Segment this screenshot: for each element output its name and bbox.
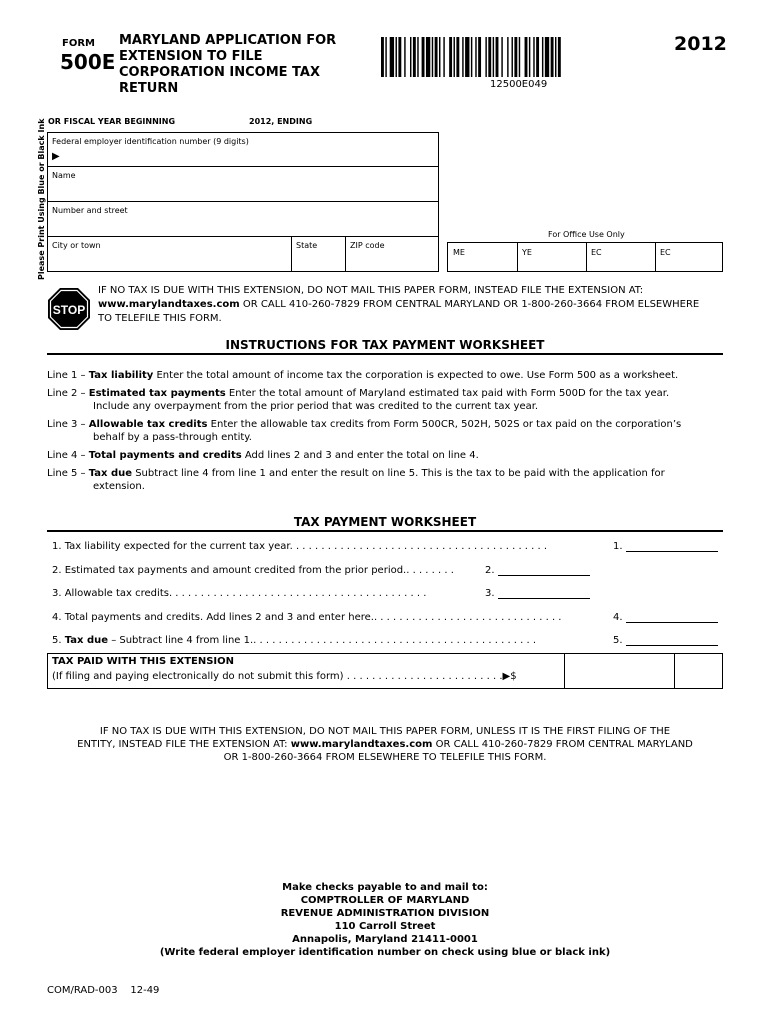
notice-text: ENTITY, INSTEAD FILE THE EXTENSION AT: [77, 739, 291, 750]
barcode-bar [507, 37, 508, 77]
line-continuation: behalf by a pass-through entity. [93, 432, 252, 443]
office-use-label: For Office Use Only [548, 230, 625, 239]
line-text: Enter the total amount of Maryland estimated tax paid with Form 500D for the tax year. [225, 388, 670, 399]
barcode-bar [501, 37, 502, 77]
form-code [47, 985, 159, 996]
state-label: State [296, 241, 318, 250]
worksheet-line-1-input[interactable] [626, 551, 718, 552]
stop-sign-label: STOP [52, 303, 86, 317]
barcode-bar [435, 37, 438, 77]
office-cell-ye: YE [522, 248, 532, 257]
line-term: Tax due [88, 468, 133, 479]
barcode-bar [443, 37, 444, 77]
worksheet-line-4-label: 4. Total payments and credits. Add lines 2 and 3 and enter here.. . . . . . . . . . . . . . . . . . . . . . . . . . . . . . [52, 612, 562, 623]
worksheet-line-1-label: 1. Tax liability expected for the current tax year. . . . . . . . . . . . . . . . . . . . . . . . . . . . . . . . . . . . . . . . . [52, 541, 548, 552]
barcode-bar [396, 37, 397, 77]
stop-notice-line: TO TELEFILE THIS FORM. [98, 313, 222, 324]
line-continuation: extension. [93, 481, 145, 492]
mailing-line: 110 Carroll Street [334, 921, 436, 932]
street-field[interactable] [47, 202, 439, 237]
worksheet-line-3-number: 3. [485, 588, 495, 599]
instruction-line-5 [47, 467, 727, 493]
barcode-bar [471, 37, 472, 77]
barcode-bar [529, 37, 530, 77]
barcode-bar [439, 37, 440, 77]
line-prefix: Line 1 – [47, 370, 89, 381]
notice-line: IF NO TAX IS DUE WITH THIS EXTENSION, DO NOT MAIL THIS PAPER FORM, UNLESS IT IS THE FIRST FILING OF THE [99, 726, 671, 737]
bottom-notice [47, 725, 723, 764]
name-field[interactable] [47, 167, 439, 202]
line-term: Tax due [64, 635, 109, 646]
barcode-bar [432, 37, 433, 77]
office-cell-ec: EC [591, 248, 602, 257]
barcode-bar [390, 37, 394, 77]
line-text: Enter the allowable tax credits from Form 500CR, 502H, 502S or tax paid on the corporation’s [207, 419, 682, 430]
line-prefix: Line 3 – [47, 419, 89, 430]
stop-notice-line [98, 298, 728, 312]
line-text: 5. [52, 635, 65, 646]
barcode-bar [465, 37, 469, 77]
barcode-bar [398, 37, 401, 77]
barcode-bar [456, 37, 459, 77]
form-number: 500E [60, 50, 116, 74]
worksheet-line-4-input[interactable] [626, 622, 718, 623]
instruction-line-3 [47, 418, 727, 444]
tax-paid-amount-field[interactable] [565, 654, 674, 688]
barcode-bar [488, 37, 491, 77]
line-term: Allowable tax credits [88, 419, 208, 430]
barcode-bar [381, 37, 384, 77]
dollar-sign: $ [510, 671, 517, 682]
barcode [381, 37, 657, 77]
line-text: Add lines 2 and 3 and enter the total on line 4. [241, 450, 479, 461]
form-title [119, 33, 359, 97]
barcode-bar [536, 37, 539, 77]
street-label: Number and street [52, 206, 128, 215]
form-title-line: MARYLAND APPLICATION FOR [119, 33, 337, 48]
worksheet-line-2-label: 2. Estimated tax payments and amount credited from the prior period.. . . . . . . . [52, 565, 454, 576]
divider [655, 243, 656, 271]
mailing-line: Make checks payable to and mail to: [282, 882, 488, 893]
barcode-bar [462, 37, 463, 77]
barcode-bar [410, 37, 411, 77]
mailing-line: REVENUE ADMINISTRATION DIVISION [280, 908, 490, 919]
worksheet-line-5-number: 5. [613, 635, 623, 646]
barcode-bar [417, 37, 418, 77]
line-prefix: Line 4 – [47, 450, 89, 461]
fein-field[interactable] [47, 132, 439, 167]
barcode-bar [475, 37, 476, 77]
worksheet-line-2-number: 2. [485, 565, 495, 576]
line-prefix: Line 5 – [47, 468, 89, 479]
barcode-bar [496, 37, 499, 77]
tax-paid-box [47, 653, 723, 689]
tax-paid-instruction [52, 671, 517, 682]
divider [517, 243, 518, 271]
barcode-bar [385, 37, 386, 77]
line-term: Estimated tax payments [88, 388, 226, 399]
notice-line: OR 1-800-260-3664 FROM ELSEWHERE TO TELEFILE THIS FORM. [223, 752, 547, 763]
form-code-text: COM/RAD-003 [47, 985, 118, 996]
form-label: FORM [62, 38, 95, 49]
tax-paid-label: TAX PAID WITH THIS EXTENSION [52, 656, 235, 667]
form-title-line: EXTENSION TO FILE [119, 49, 263, 64]
form-title-line: RETURN [119, 81, 179, 96]
notice-line [47, 738, 723, 751]
line-term: Tax liability [88, 370, 154, 381]
tax-paid-text: (If filing and paying electronically do not submit this form) . . . . . . . . . . . . . . . . . . . . . . . . . [52, 671, 503, 682]
city-label: City or town [52, 241, 101, 250]
stop-sign-icon [47, 287, 91, 331]
form-revision: 12-49 [130, 985, 160, 996]
barcode-bar [404, 37, 405, 77]
notice-text: OR CALL 410-260-7829 FROM CENTRAL MARYLAND [432, 739, 693, 750]
barcode-bar [478, 37, 481, 77]
barcode-bar [533, 37, 534, 77]
form-title-line: CORPORATION INCOME TAX [119, 65, 320, 80]
divider [586, 243, 587, 271]
barcode-bar [545, 37, 549, 77]
name-label: Name [52, 171, 76, 180]
zip-field[interactable] [346, 237, 439, 271]
barcode-bar [525, 37, 528, 77]
tax-year: 2012 [674, 33, 727, 55]
mailing-line: Annapolis, Maryland 21411-0001 [292, 934, 478, 945]
mailing-line: (Write federal employer identification number on check using blue or black ink) [159, 947, 611, 958]
barcode-bar [493, 37, 494, 77]
worksheet-title: TAX PAYMENT WORKSHEET [47, 515, 723, 532]
instruction-line-1 [47, 369, 727, 382]
zip-label: ZIP code [350, 241, 385, 250]
instruction-line-4 [47, 449, 727, 462]
line-prefix: Line 2 – [47, 388, 89, 399]
barcode-bar [426, 37, 430, 77]
city-field[interactable] [48, 237, 291, 271]
barcode-bar [454, 37, 455, 77]
stop-notice-text: OR CALL 410-260-7829 FROM CENTRAL MARYLAND OR 1-800-260-3664 FROM ELSEWHERE [239, 299, 700, 310]
worksheet-line-2-input[interactable] [498, 575, 590, 576]
barcode-bar [422, 37, 425, 77]
barcode-bar [555, 37, 556, 77]
arrow-icon: ▶ [502, 671, 511, 682]
line-continuation: Include any overpayment from the prior period that was credited to the current tax year. [93, 401, 539, 412]
arrow-icon: ▶ [52, 151, 60, 162]
tax-paid-cents-field[interactable] [675, 654, 722, 688]
mailing-address [120, 881, 650, 959]
barcode-bar [514, 37, 517, 77]
office-use-box [447, 242, 723, 272]
line-text: – Subtract line 4 from line 1.. . . . . . . . . . . . . . . . . . . . . . . . . . . . . . . . . . . . . . . . . . . . . [108, 635, 537, 646]
office-cell-me: ME [453, 248, 465, 257]
barcode-bar [512, 37, 513, 77]
website-link[interactable]: www.marylandtaxes.com [290, 739, 433, 750]
stop-notice-line: IF NO TAX IS DUE WITH THIS EXTENSION, DO NOT MAIL THIS PAPER FORM, INSTEAD FILE THE EXTENSION AT: [98, 285, 644, 296]
mailing-line: COMPTROLLER OF MARYLAND [300, 895, 470, 906]
barcode-number: 12500E049 [490, 79, 548, 90]
fein-label: Federal employer identification number (9 digits) [52, 137, 249, 146]
ink-instruction-side-text: Please Print Using Blue or Black Ink [37, 118, 46, 280]
barcode-bar [542, 37, 543, 77]
instruction-line-2 [47, 387, 727, 413]
worksheet-line-3-label: 3. Allowable tax credits. . . . . . . . . . . . . . . . . . . . . . . . . . . . . . . . . . . . . . . . . [52, 588, 427, 599]
worksheet-line-5-input[interactable] [626, 645, 718, 646]
barcode-bar [449, 37, 452, 77]
worksheet-line-4-number: 4. [613, 612, 623, 623]
fiscal-year-begin-label: OR FISCAL YEAR BEGINNING [48, 117, 176, 126]
instructions-title: INSTRUCTIONS FOR TAX PAYMENT WORKSHEET [47, 338, 723, 355]
barcode-bar [485, 37, 486, 77]
worksheet-line-5-label [52, 635, 536, 646]
address-row [47, 237, 439, 272]
line-text: Enter the total amount of income tax the corporation is expected to owe. Use Form 500 as a worksheet. [153, 370, 679, 381]
fiscal-year-end-label: 2012, ENDING [249, 117, 313, 126]
line-term: Total payments and credits [88, 450, 242, 461]
stop-notice [98, 284, 728, 326]
worksheet-line-3-input[interactable] [498, 598, 590, 599]
worksheet-line-1-number: 1. [613, 541, 623, 552]
office-cell-ec: EC [660, 248, 671, 257]
barcode-bar [558, 37, 561, 77]
state-field[interactable] [292, 237, 345, 271]
barcode-bar [551, 37, 554, 77]
barcode-bar [519, 37, 520, 77]
website-link[interactable]: www.marylandtaxes.com [98, 299, 240, 310]
line-text: Subtract line 4 from line 1 and enter the result on line 5. This is the tax to be paid with the application for [132, 468, 665, 479]
barcode-bar [413, 37, 416, 77]
